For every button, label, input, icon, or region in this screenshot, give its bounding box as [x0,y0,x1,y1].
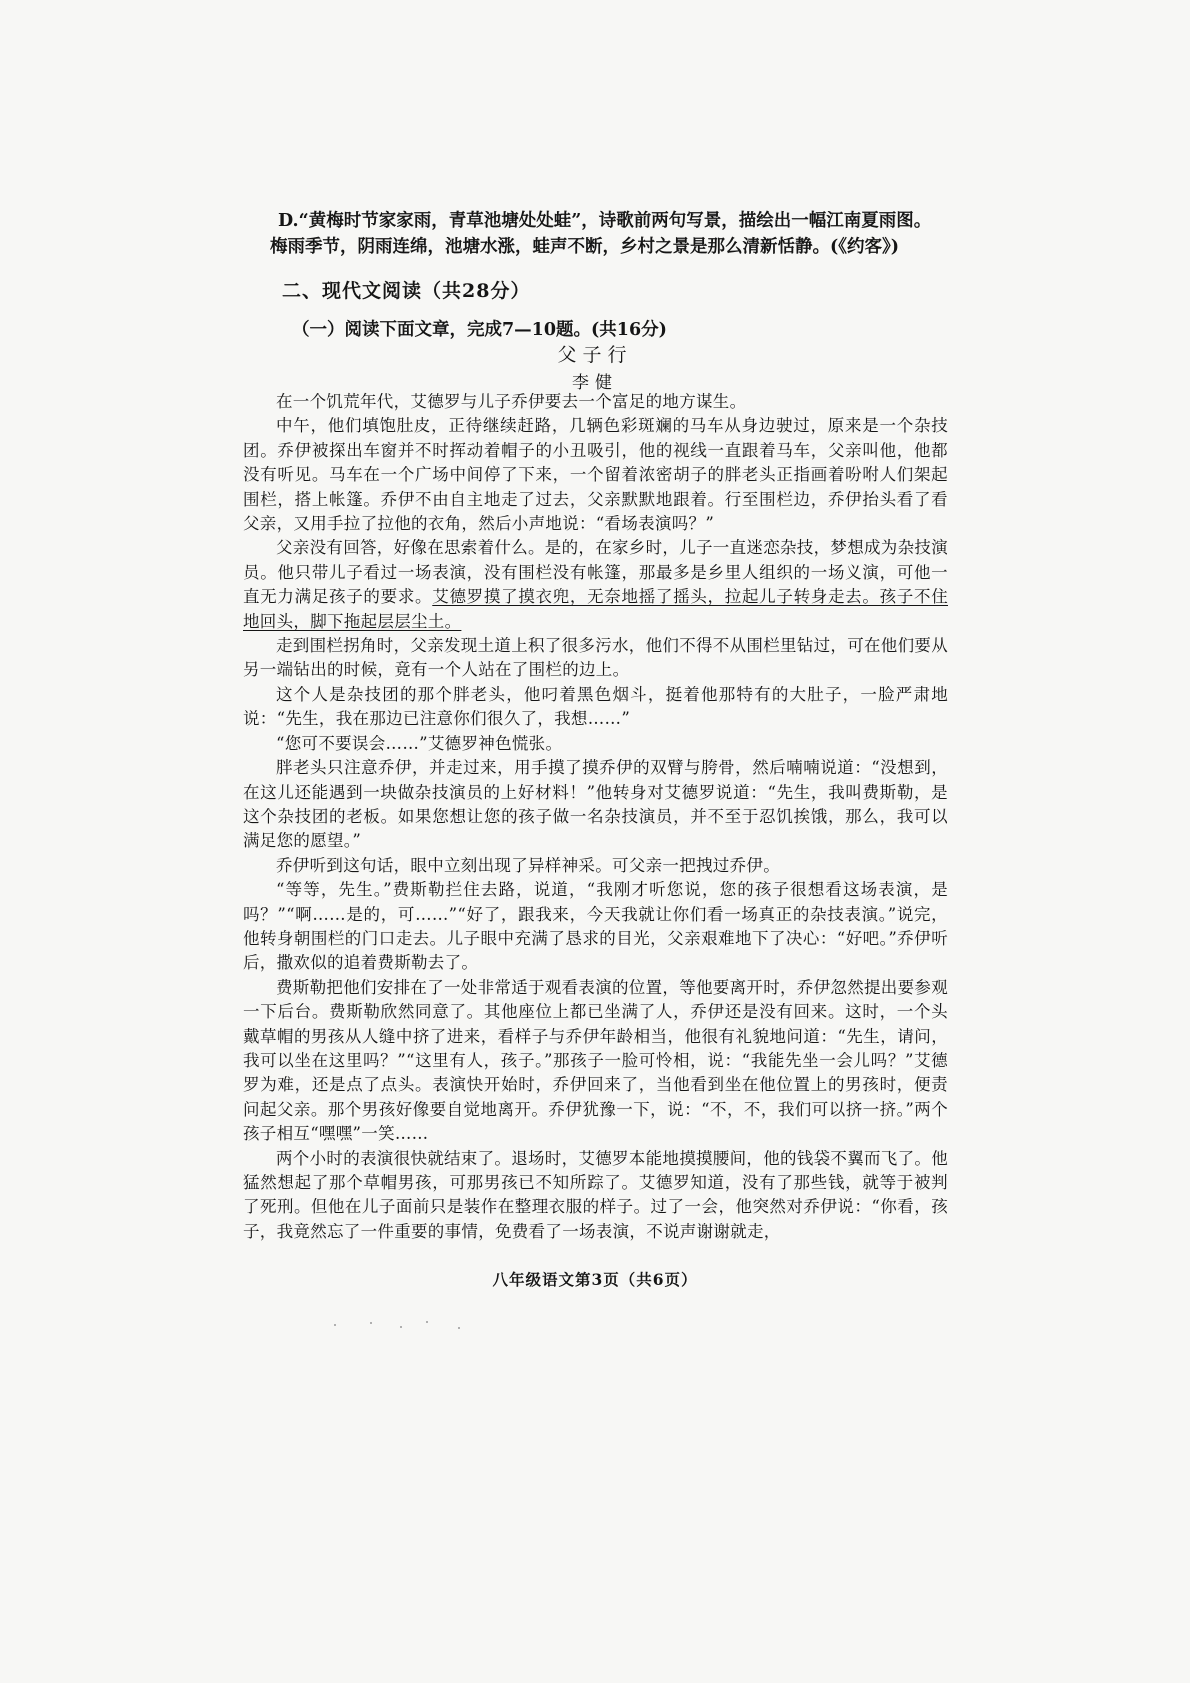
article-body [243,390,948,1244]
paragraph [243,536,948,634]
paragraph: 胖老头只注意乔伊，并走过来，用手摸了摸乔伊的双臂与胯骨，然后喃喃说道：“没想到，在这儿还能遇到一块做杂技演员的上好材料！”他转身对艾德罗说道：“先生，我叫费斯勒，是这个杂技团的老板。如果您想让您的孩子做一名杂技演员，并不至于忍饥挨饿，那么，我可以满足您的愿望。” [243,758,948,851]
page-footer: 八年级语文第3页（共6页） [492,1270,698,1289]
paragraph: “您可不要误会……”艾德罗神色慌张。 [276,733,563,753]
paragraph: 两个小时的表演很快就结束了。退场时，艾德罗本能地摸摸腰间，他的钱袋不翼而飞了。他猛然想起了那个草帽男孩，可那男孩已不知所踪了。艾德罗知道，没有了那些钱，就等于被判了死刑。但他在儿子面前只是装作在整理衣服的样子。过了一会，他突然对乔伊说：“你看，孩子，我竟然忘了一件重要的事情，免费看了一场表演，不说声谢谢就走， [243,1148,948,1241]
section-two-heading: 二、现代文阅读（共28分） [282,280,531,302]
paragraph: 费斯勒把他们安排在了一处非常适于观看表演的位置，等他要离开时，乔伊忽然提出要参观一下后台。费斯勒欣然同意了。其他座位上都已坐满了人，乔伊还是没有回来。这时，一个头戴草帽的男孩从人缝中挤了进来，看样子与乔伊年龄相当，他很有礼貌地问道：“先生，请问，我可以坐在这里吗？”“这里有人，孩子。”那孩子一脸可怜相，说：“我能先坐一会儿吗？”艾德罗为难，还是点了点头。表演快开始时，乔伊回来了，当他看到坐在他位置上的男孩时，便责问起父亲。那个男孩好像要自觉地离开。乔伊犹豫一下，说：“不，不，我们可以挤一挤。”两个孩子相互“嘿嘿”一笑…… [243,977,948,1144]
option-d-line-1: D.“黄梅时节家家雨，青草池塘处处蛙”，诗歌前两句写景，描绘出一幅江南夏雨图。 [278,211,932,231]
paragraph: “等等，先生。”费斯勒拦住去路，说道，“我刚才听您说，您的孩子很想看这场表演，是吗？”“啊……是的，可……”“好了，跟我来，今天我就让你们看一场真正的杂技表演。”说完，他转身朝围栏的门口走去。儿子眼中充满了恳求的目光，父亲艰难地下了决心：“好吧。”乔伊听后，撒欢似的追着费斯勒去了。 [243,880,948,973]
paragraph: 在一个饥荒年代，艾德罗与儿子乔伊要去一个富足的地方谋生。 [276,392,747,411]
underlined-sentence: 艾德罗摸了摸衣兜，无奈地摇了摇头，拉起儿子转身走去。孩子不住地回头，脚下拖起层层尘土。 [243,587,949,631]
paragraph: 乔伊听到这句话，眼中立刻出现了异样神采。可父亲一把拽过乔伊。 [276,855,780,875]
paragraph-text: 父亲没有回答，好像在思索着什么。是的，在家乡时，儿子一直迷恋杂技，梦想成为杂技演员。他只带儿子看过一场表演，没有围栏没有帐篷，那最多是乡里人组织的一场义演，可他一直无力满足孩子的要求。 [243,538,948,607]
paragraph: 这个人是杂技团的那个胖老头，他叼着黑色烟斗，挺着他那特有的大肚子，一脸严肃地说：“先生，我在那边已注意你们很久了，我想……” [243,684,948,729]
scan-specks [330,1318,470,1332]
paragraph: 走到围栏拐角时，父亲发现土道上积了很多污水，他们不得不从围栏里钻过，可在他们要从另一端钻出的时候，竟有一个人站在了围栏的边上。 [243,636,948,680]
option-d-line-2: 梅雨季节，阴雨连绵，池塘水涨，蛙声不断，乡村之景是那么清新恬静。(《约客》) [270,237,900,257]
paragraph: 中午，他们填饱肚皮，正待继续赶路，几辆色彩斑斓的马车从身边驶过，原来是一个杂技团。乔伊被探出车窗并不时挥动着帽子的小丑吸引，他的视线一直跟着马车，父亲叫他，他都没有听见。马车在一个广场中间停了下来，一个留着浓密胡子的胖老头正指画着吩咐人们架起围栏，搭上帐篷。乔伊不由自主地走了过去，父亲默默地跟着。行至围栏边，乔伊抬头看了看父亲，又用手拉了拉他的衣角，然后小声地说：“看场表演吗？” [243,416,948,534]
option-d-text [270,208,950,260]
article-title: 父子行 [557,344,633,366]
article-author: 李健 [572,373,618,393]
subsection-one-heading: （一）阅读下面文章，完成7—10题。(共16分) [292,320,667,340]
